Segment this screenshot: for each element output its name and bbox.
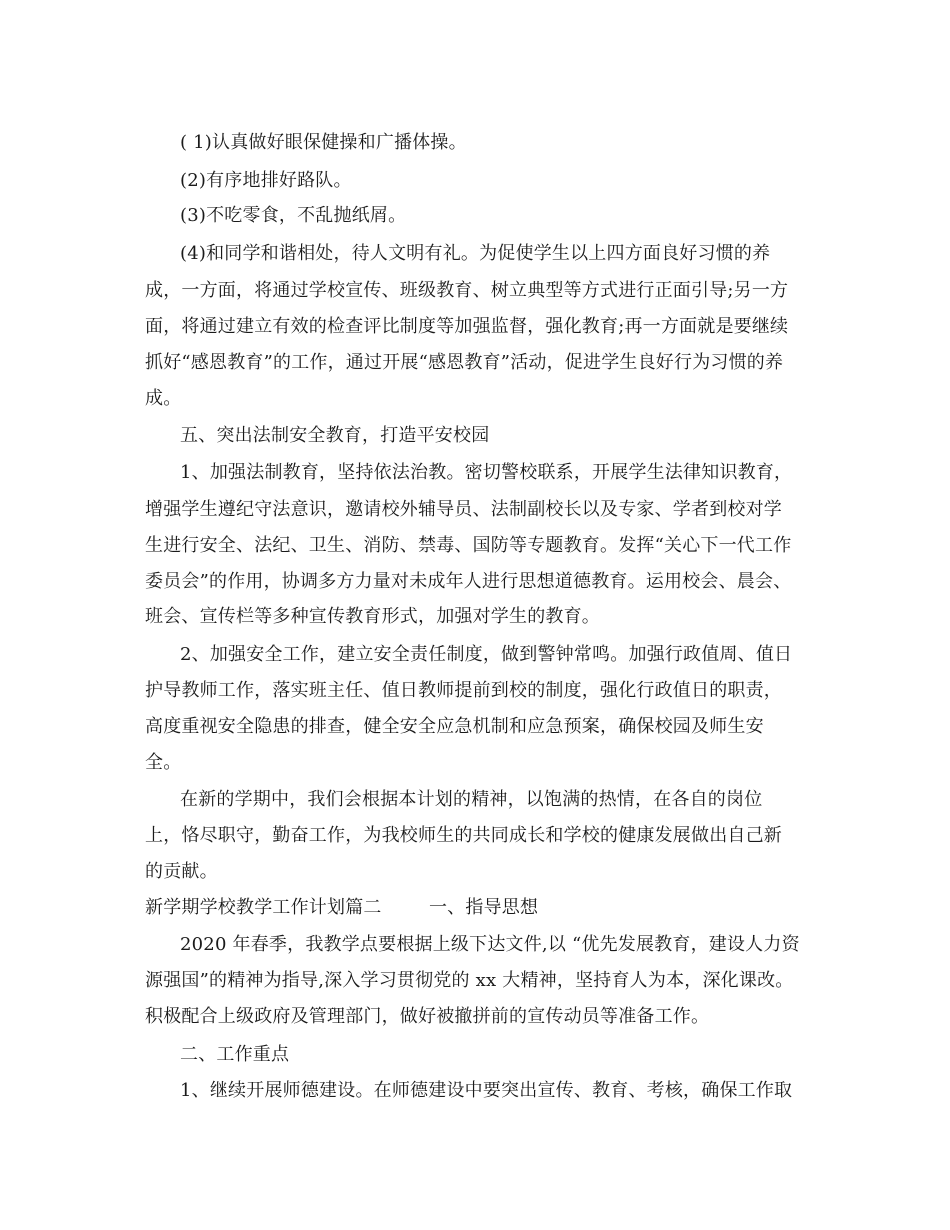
- text-line: (2)有序地排好路队。: [180, 170, 352, 191]
- text-line: ( 1)认真做好眼保健操和广播体操。: [180, 132, 467, 153]
- text-line: 在新的学期中，我们会根据本计划的精神，以饱满的热情，在各自的岗位: [180, 789, 763, 810]
- text-line: 成，一方面，将通过学校宣传、班级教育、树立典型等方式进行正面引导;另一方: [145, 280, 789, 301]
- text-line: 高度重视安全隐患的排查，健全安全应急机制和应急预案，确保校园及师生安: [145, 716, 764, 737]
- text-line: 全。: [145, 752, 182, 773]
- text-line: 委员会”的作用，协调多方力量对未成年人进行思想道德教育。运用校会、晨会、: [145, 571, 792, 592]
- text-line: 成。: [145, 388, 182, 409]
- text-line: 2、加强安全工作，建立安全责任制度，做到警钟常鸣。加强行政值周、值日: [180, 644, 793, 665]
- section-heading: 新学期学校教学工作计划篇二 一、指导思想: [145, 897, 539, 918]
- text-line: 班会、宣传栏等多种宣传教育形式，加强对学生的教育。: [145, 606, 600, 627]
- text-line: (4)和同学和谐相处，待人文明有礼。为促使学生以上四方面良好习惯的养: [180, 243, 771, 264]
- text-line: 护导教师工作，落实班主任、值日教师提前到校的制度，强化行政值日的职责，: [145, 680, 782, 701]
- section-heading: 二、工作重点: [180, 1044, 290, 1065]
- text-line: 面，将通过建立有效的检查评比制度等加强监督，强化教育;再一方面就是要继续: [145, 316, 789, 337]
- text-line: 积极配合上级政府及管理部门，做好被撤拼前的宣传动员等准备工作。: [145, 1006, 710, 1027]
- text-line: 2020 年春季，我教学点要根据上级下达文件,以 “优先发展教育，建设人力资: [180, 934, 800, 955]
- text-line: (3)不吃零食，不乱抛纸屑。: [180, 205, 407, 226]
- text-line: 增强学生遵纪守法意识，邀请校外辅导员、法制副校长以及专家、学者到校对学: [145, 499, 782, 520]
- text-line: 抓好“感恩教育”的工作，通过开展“感恩教育”活动，促进学生良好行为习惯的养: [145, 352, 784, 373]
- section-heading: 五、突出法制安全教育，打造平安校园: [180, 425, 490, 446]
- text-line: 1、加强法制教育，坚持依法治教。密切警校联系，开展学生法律知识教育，: [180, 462, 793, 483]
- text-line: 生进行安全、法纪、卫生、消防、禁毒、国防等专题教育。发挥“关心下一代工作: [145, 535, 792, 556]
- text-line: 的贡献。: [145, 861, 218, 882]
- text-line: 源强国”的精神为指导,深入学习贯彻党的 xx 大精神，坚持育人为本，深化课改。: [145, 970, 794, 991]
- text-line: 上，恪尽职守，勤奋工作，为我校师生的共同成长和学校的健康发展做出自己新: [145, 825, 782, 846]
- text-line: 1、继续开展师德建设。在师德建设中要突出宣传、教育、考核，确保工作取: [180, 1080, 793, 1101]
